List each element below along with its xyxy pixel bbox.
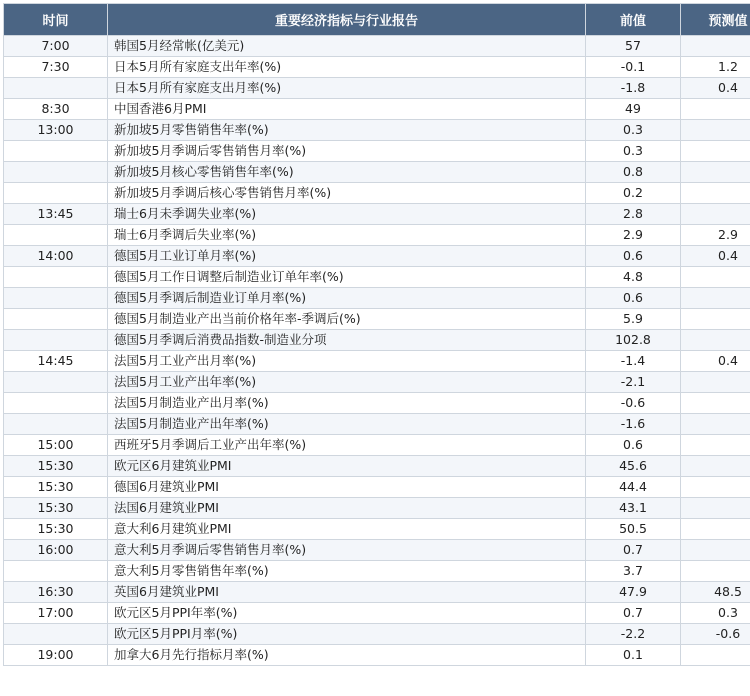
table-row (4, 57, 750, 78)
cell-previous: -2.2 (586, 624, 681, 645)
table-body (4, 36, 750, 666)
cell-indicator: 瑞士6月季调后失业率(%) (108, 225, 586, 246)
cell-forecast (681, 540, 750, 561)
cell-forecast (681, 309, 750, 330)
cell-indicator: 中国香港6月PMI (108, 99, 586, 120)
cell-previous: 47.9 (586, 582, 681, 603)
cell-time (4, 414, 108, 435)
table-row (4, 225, 750, 246)
cell-previous: 45.6 (586, 456, 681, 477)
table-row (4, 78, 750, 99)
cell-previous: -0.6 (586, 393, 681, 414)
cell-indicator: 德国5月制造业产出当前价格年率-季调后(%) (108, 309, 586, 330)
table-row (4, 393, 750, 414)
cell-indicator: 英国6月建筑业PMI (108, 582, 586, 603)
cell-time (4, 162, 108, 183)
cell-previous: 4.8 (586, 267, 681, 288)
economic-calendar-table (3, 3, 750, 666)
cell-indicator: 日本5月所有家庭支出年率(%) (108, 57, 586, 78)
cell-indicator: 日本5月所有家庭支出月率(%) (108, 78, 586, 99)
cell-time: 15:30 (4, 519, 108, 540)
table-row (4, 267, 750, 288)
table-row (4, 477, 750, 498)
cell-time: 17:00 (4, 603, 108, 624)
cell-time: 7:00 (4, 36, 108, 57)
cell-time (4, 141, 108, 162)
cell-time: 14:00 (4, 246, 108, 267)
cell-forecast (681, 498, 750, 519)
cell-indicator: 欧元区6月建筑业PMI (108, 456, 586, 477)
cell-indicator: 新加坡5月核心零售销售年率(%) (108, 162, 586, 183)
cell-forecast: 0.4 (681, 246, 750, 267)
cell-previous: 0.6 (586, 435, 681, 456)
cell-previous: 3.7 (586, 561, 681, 582)
cell-previous: 102.8 (586, 330, 681, 351)
cell-indicator: 欧元区5月PPI月率(%) (108, 624, 586, 645)
table-row (4, 414, 750, 435)
cell-time: 13:45 (4, 204, 108, 225)
cell-previous: 0.7 (586, 540, 681, 561)
cell-time: 15:30 (4, 498, 108, 519)
cell-previous: 0.7 (586, 603, 681, 624)
cell-previous: 57 (586, 36, 681, 57)
cell-previous: -1.8 (586, 78, 681, 99)
cell-indicator: 法国5月工业产出年率(%) (108, 372, 586, 393)
cell-time (4, 624, 108, 645)
cell-previous: 2.8 (586, 204, 681, 225)
cell-time: 14:45 (4, 351, 108, 372)
cell-previous: -2.1 (586, 372, 681, 393)
table-row (4, 603, 750, 624)
cell-forecast (681, 477, 750, 498)
table-row (4, 183, 750, 204)
table-header (4, 4, 750, 36)
cell-indicator: 欧元区5月PPI年率(%) (108, 603, 586, 624)
cell-forecast: 2.9 (681, 225, 750, 246)
table-row (4, 498, 750, 519)
table-row (4, 435, 750, 456)
header-previous: 前值 (586, 4, 681, 36)
cell-time: 19:00 (4, 645, 108, 666)
table-row (4, 372, 750, 393)
cell-previous: 0.6 (586, 288, 681, 309)
table-row (4, 120, 750, 141)
table-row (4, 288, 750, 309)
cell-previous: -1.6 (586, 414, 681, 435)
cell-previous: 2.9 (586, 225, 681, 246)
cell-forecast (681, 645, 750, 666)
cell-time: 15:00 (4, 435, 108, 456)
cell-time (4, 372, 108, 393)
cell-previous: -0.1 (586, 57, 681, 78)
table-row (4, 645, 750, 666)
cell-forecast (681, 393, 750, 414)
cell-forecast (681, 414, 750, 435)
cell-indicator: 德国5月工业订单月率(%) (108, 246, 586, 267)
cell-forecast (681, 204, 750, 225)
cell-indicator: 西班牙5月季调后工业产出年率(%) (108, 435, 586, 456)
table-row (4, 141, 750, 162)
table-row (4, 582, 750, 603)
cell-forecast (681, 519, 750, 540)
cell-forecast (681, 267, 750, 288)
cell-indicator: 法国5月制造业产出年率(%) (108, 414, 586, 435)
cell-indicator: 瑞士6月未季调失业率(%) (108, 204, 586, 225)
cell-indicator: 加拿大6月先行指标月率(%) (108, 645, 586, 666)
table-row (4, 351, 750, 372)
table-row (4, 519, 750, 540)
cell-indicator: 新加坡5月季调后核心零售销售月率(%) (108, 183, 586, 204)
cell-indicator: 韩国5月经常帐(亿美元) (108, 36, 586, 57)
cell-previous: 49 (586, 99, 681, 120)
cell-previous: 50.5 (586, 519, 681, 540)
cell-forecast (681, 288, 750, 309)
cell-previous: -1.4 (586, 351, 681, 372)
header-indicator: 重要经济指标与行业报告 (108, 4, 586, 36)
cell-previous: 0.3 (586, 120, 681, 141)
cell-forecast: 0.4 (681, 78, 750, 99)
cell-forecast: 0.3 (681, 603, 750, 624)
table-row (4, 246, 750, 267)
cell-indicator: 德国5月季调后消费品指数-制造业分项 (108, 330, 586, 351)
cell-indicator: 意大利5月零售销售年率(%) (108, 561, 586, 582)
cell-forecast (681, 120, 750, 141)
cell-time (4, 561, 108, 582)
cell-time (4, 78, 108, 99)
cell-time: 8:30 (4, 99, 108, 120)
cell-time (4, 393, 108, 414)
cell-forecast: -0.6 (681, 624, 750, 645)
cell-forecast (681, 141, 750, 162)
cell-previous: 43.1 (586, 498, 681, 519)
cell-indicator: 法国5月制造业产出月率(%) (108, 393, 586, 414)
cell-forecast: 1.2 (681, 57, 750, 78)
cell-time (4, 225, 108, 246)
cell-previous: 0.6 (586, 246, 681, 267)
cell-indicator: 德国5月季调后制造业订单月率(%) (108, 288, 586, 309)
cell-time: 16:00 (4, 540, 108, 561)
cell-time (4, 309, 108, 330)
header-time: 时间 (4, 4, 108, 36)
cell-forecast (681, 183, 750, 204)
table-row (4, 456, 750, 477)
table-row (4, 204, 750, 225)
cell-previous: 0.8 (586, 162, 681, 183)
table-row (4, 36, 750, 57)
cell-forecast (681, 435, 750, 456)
cell-previous: 44.4 (586, 477, 681, 498)
cell-forecast (681, 36, 750, 57)
cell-indicator: 意大利5月季调后零售销售月率(%) (108, 540, 586, 561)
table-row (4, 309, 750, 330)
cell-indicator: 法国5月工业产出月率(%) (108, 351, 586, 372)
cell-time: 15:30 (4, 477, 108, 498)
table-row (4, 162, 750, 183)
table-row (4, 540, 750, 561)
cell-forecast (681, 372, 750, 393)
cell-forecast: 48.5 (681, 582, 750, 603)
cell-previous: 5.9 (586, 309, 681, 330)
cell-time: 7:30 (4, 57, 108, 78)
cell-forecast (681, 456, 750, 477)
cell-forecast: 0.4 (681, 351, 750, 372)
cell-previous: 0.2 (586, 183, 681, 204)
cell-indicator: 新加坡5月季调后零售销售月率(%) (108, 141, 586, 162)
cell-previous: 0.1 (586, 645, 681, 666)
table-row (4, 561, 750, 582)
cell-forecast (681, 99, 750, 120)
header-row (4, 4, 750, 36)
cell-time: 13:00 (4, 120, 108, 141)
cell-time (4, 183, 108, 204)
cell-time: 15:30 (4, 456, 108, 477)
table-row (4, 99, 750, 120)
cell-time: 16:30 (4, 582, 108, 603)
cell-forecast (681, 162, 750, 183)
cell-time (4, 288, 108, 309)
cell-indicator: 意大利6月建筑业PMI (108, 519, 586, 540)
cell-time (4, 330, 108, 351)
cell-indicator: 德国5月工作日调整后制造业订单年率(%) (108, 267, 586, 288)
cell-previous: 0.3 (586, 141, 681, 162)
cell-indicator: 新加坡5月零售销售年率(%) (108, 120, 586, 141)
cell-time (4, 267, 108, 288)
cell-forecast (681, 330, 750, 351)
cell-indicator: 法国6月建筑业PMI (108, 498, 586, 519)
table-row (4, 330, 750, 351)
cell-forecast (681, 561, 750, 582)
table-row (4, 624, 750, 645)
cell-indicator: 德国6月建筑业PMI (108, 477, 586, 498)
header-forecast: 预测值 (681, 4, 750, 36)
